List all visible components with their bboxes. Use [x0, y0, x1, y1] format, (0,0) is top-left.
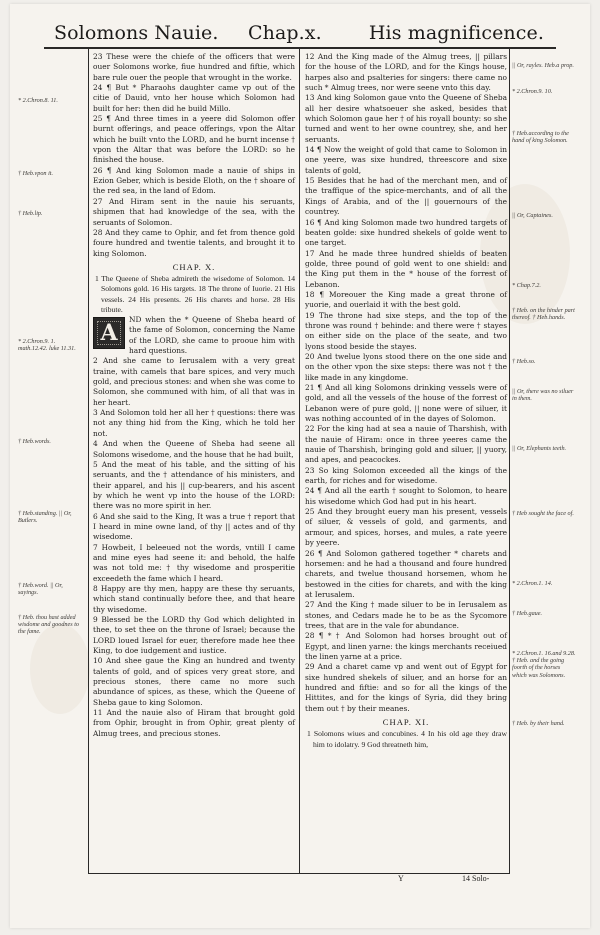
margin-note: || Or, Elephants teeth.: [512, 445, 567, 452]
verse: 17 And he made three hundred shields of beaten golde, three pound of gold went to one shield: and the King put them in the * house of the forrest of Lebanon.: [305, 248, 507, 289]
chapter-heading: CHAP. XI.: [382, 717, 430, 727]
margin-note: † Heb. by their hand.: [512, 720, 565, 727]
verse: 15 Besides that he had of the merchant men, and of the traffique of the spice-merchants, and of all the Kings of Arabia, and of the || gouernours of the countrey.: [305, 176, 507, 217]
column-divider: [299, 48, 300, 874]
margin-note: * Chap.7.2.: [512, 282, 541, 289]
margin-note: * 2.Chron.1. 16.and 9.28. † Heb. and the going foorth of the horses which was Solomons.: [512, 650, 576, 679]
margin-note: * 2.Chron.1. 14.: [512, 580, 553, 587]
verse: 7 Howbeit, I beleeued not the words, vntill I came and mine eyes had seene it: and behold, the halfe was not told me: † thy wisedome and prosperitie exceedeth the fame which I heard.: [93, 542, 295, 583]
verse: 27 And the King † made siluer to be in Ierusalem as stones, and Cedars made he to be as the Sycomore trees, that are in the vale for abundance.: [305, 600, 507, 630]
opening-verse: ND when the * Queene of Sheba heard of the fame of Solomon, concerning the Name of the LORD, she came to prooue him with hard questions.: [129, 315, 295, 356]
verse: 26 ¶ And Solomon gathered together * charets and horsemen: and he had a thousand and foure hundred charets, and twelue thousand horsemen, whom he bestowed in the cities for charets, and with the king at Ierusalem.: [305, 548, 507, 599]
verse: 27 And Hiram sent in the nauie his seruants, shipmen that had knowledge of the sea, with the seruants of Solomon.: [93, 196, 295, 227]
verse: 29 And a charet came vp and went out of Egypt for sixe hundred shekels of siluer, and an horse for an hundred and fiftie: and so for all the kings of the Hittites, and for the kings of Syria, did they bring them out † by their meanes.: [305, 662, 507, 713]
verse: 23 These were the chiefe of the officers that were ouer Solomons worke, fiue hundred and fiftie, which bare rule ouer the people that wrought in the worke.: [93, 52, 295, 82]
verse: 4 And when the Queene of Sheba had seene all Solomons wisedome, and the house that he had built,: [93, 439, 295, 459]
margin-note: † Heb. on the hinder part thereof. † Heb.hands.: [512, 307, 575, 322]
margin-note: || Or, Captaines.: [512, 212, 553, 219]
chapter-heading: CHAP. X.: [172, 261, 216, 272]
verse: 28 And they came to Ophir, and fet from thence gold foure hundred and twentie talents, and brought it to king Solomon.: [93, 227, 295, 258]
chapter-summary: 1 The Queene of Sheba admireth the wisedome of Solomon. 14 Solomons gold. 16 His targets. 18 The throne of Iuorie. 21 His vessels. 24 His presents. 26 His charets and horse. 28 His tribute.: [95, 274, 295, 314]
left-column: [93, 52, 295, 739]
verse: 19 The throne had sixe steps, and the top of the throne was round † behinde: and there were † stayes on either side on the place of the seate, and two lyons stood beside the stayes.: [305, 310, 507, 351]
margin-note: † Heb.gaue.: [512, 610, 543, 617]
verse: 5 And the meat of his table, and the sitting of his seruants, and the † attendance of his ministers, and their apparel, and his || cup-bearers, and his ascent by which he went vp into the house of the LORD: there was no more spirit in her.: [93, 459, 295, 511]
margin-note: † Heb.vpon it.: [18, 170, 54, 177]
margin-note: † Heb.standing. || Or, Butlers.: [18, 510, 72, 525]
margin-note: † Heb.according to the hand of king Solomon.: [512, 130, 569, 145]
chapter-opening: [93, 315, 295, 356]
verse: 25 And they brought euery man his present, vessels of siluer, & vessels of gold, and garments, and armour, and spices, horses, and mules, a rate yeere by yeere.: [305, 507, 507, 548]
running-head-chapter: Chap.x.: [248, 22, 322, 44]
verse: 18 ¶ Moreouer the King made a great throne of yuorie, and ouerlaid it with the best gold.: [305, 289, 507, 310]
verse: 11 And the nauie also of Hiram that brought gold from Ophir, brought in from Ophir, great plenty of Almug trees, and precious stones.: [93, 708, 295, 738]
verse: 25 ¶ And three times in a yeere did Solomon offer burnt offerings, and peace offerings, vpon the Altar which he built vnto the LORD, and he burnt incense † vpon the Altar that was before the LORD: so he finished the house.: [93, 114, 295, 165]
verse: 28 ¶ * † And Solomon had horses brought out of Egypt, and linen yarne: the kings merchants receiued the linen yarne at a price.: [305, 631, 507, 661]
verse: 23 So king Solomon exceeded all the kings of the earth, for riches and for wisedome.: [305, 465, 507, 486]
verse: 9 Blessed be the LORD thy God which delighted in thee, to set thee on the throne of Israel; because the LORD loued Israel for euer, therefore made hee thee King, to doe iudgement and iustice.: [93, 615, 295, 656]
margin-note: † Heb.so.: [512, 358, 536, 365]
verse: 20 And twelue lyons stood there on the one side and on the other vpon the sixe steps: there was not † the like made in any kingdome.: [305, 351, 507, 382]
verse: 6 And she said to the King, It was a true † report that I heard in mine owne land, of thy || actes and of thy wisedome.: [93, 511, 295, 542]
margin-note: † Heb. thou hast added wisdome and goodnes to the fame.: [18, 614, 80, 636]
margin-note: || Or, rayles. Heb.a prop.: [512, 62, 574, 69]
margin-note: † Heb.words.: [18, 438, 51, 445]
chapter-summary: 1 Solomons wiues and concubines. 4 In his old age they draw him to idolatry. 9 God threatneth him,: [307, 729, 507, 749]
margin-note: † Heb.lip.: [18, 210, 43, 217]
verse: 10 And shee gaue the King an hundred and twenty talents of gold, and of spices very great store, and precious stones, there came no more such abundance of spices, as these, which the Queene of Sheba gaue to king Solomon.: [93, 656, 295, 707]
paper-stain: [30, 624, 90, 714]
verse: 13 And king Solomon gaue vnto the Queene of Sheba all her desire whatsoeuer she asked, besides that which Solomon gaue her † of his royall bounty: so she turned and went to her owne countrey, she, and her seruants.: [305, 93, 507, 144]
margin-note: † Heb sought the face of.: [512, 510, 574, 517]
verse: 22 For the king had at sea a nauie of Tharshish, with the nauie of Hiram: once in three yeeres came the nauie of Tharshish, bringing gold and siluer, || yuory, and apes, and peacockes.: [305, 424, 507, 465]
running-head-right: His magnificence.: [368, 22, 544, 44]
verse: 3 And Solomon told her all her † questions: there was not any thing hid from the King, which he told her not.: [93, 408, 295, 438]
margin-note: || Or, there was no siluer in them.: [512, 388, 574, 403]
decorated-initial: [93, 317, 125, 349]
verse: 24 ¶ But * Pharaohs daughter came vp out of the citie of Dauid, vnto her house which Solomon had built for her: then did he build Millo.: [93, 83, 295, 113]
decorated-initial-letter: A: [100, 320, 118, 347]
verse: 8 Happy are thy men, happy are these thy seruants, which stand continually before thee, and that heare thy wisedome.: [93, 583, 295, 614]
right-column: [305, 52, 507, 750]
verse: 16 ¶ And king Solomon made two hundred targets of beaten golde: sixe hundred shekels of golde went to one target.: [305, 217, 507, 248]
verse: 24 ¶ And all the earth † sought to Solomon, to heare his wisedome which God had put in his heart.: [305, 486, 507, 506]
verse: 14 ¶ Now the weight of gold that came to Solomon in one yeere, was sixe hundred, threescore and sixe talents of gold,: [305, 145, 507, 175]
signature-mark: Y: [398, 874, 404, 883]
verse: 12 And the King made of the Almug trees, || pillars for the house of the LORD, and for the Kings house, harpes also and psalteries for singers: there came no such * Almug trees, nor were seene vnto this day.: [305, 52, 507, 93]
verse: 21 ¶ And all king Solomons drinking vessels were of gold, and all the vessels of the house of the forrest of Lebanon were of pure gold, || none were of siluer, it was nothing accounted of in the dayes of Solomon.: [305, 383, 507, 424]
verse: 26 ¶ And king Solomon made a nauie of ships in Ezion Geber, which is beside Eloth, on the † shoare of the red sea, in the land of Edom.: [93, 165, 295, 196]
verse: 2 And she came to Ierusalem with a very great traine, with camels that bare spices, and very much gold, and precious stones: and when she was come to Solomon, she communed with him, of all that was in her heart.: [93, 356, 295, 407]
margin-note: * 2.Chron.9. 10.: [512, 88, 553, 95]
margin-note: † Heb.word. || Or, sayings.: [18, 582, 63, 597]
running-head-left: Solomons Nauie.: [54, 22, 219, 44]
margin-note: * 2.Chron.9. 1. math.12.42. luke 11.31.: [18, 338, 76, 353]
running-head: [48, 16, 548, 50]
catchword: 14 Solo-: [462, 874, 490, 883]
margin-note: * 2.Chron.8. 11.: [18, 97, 58, 104]
